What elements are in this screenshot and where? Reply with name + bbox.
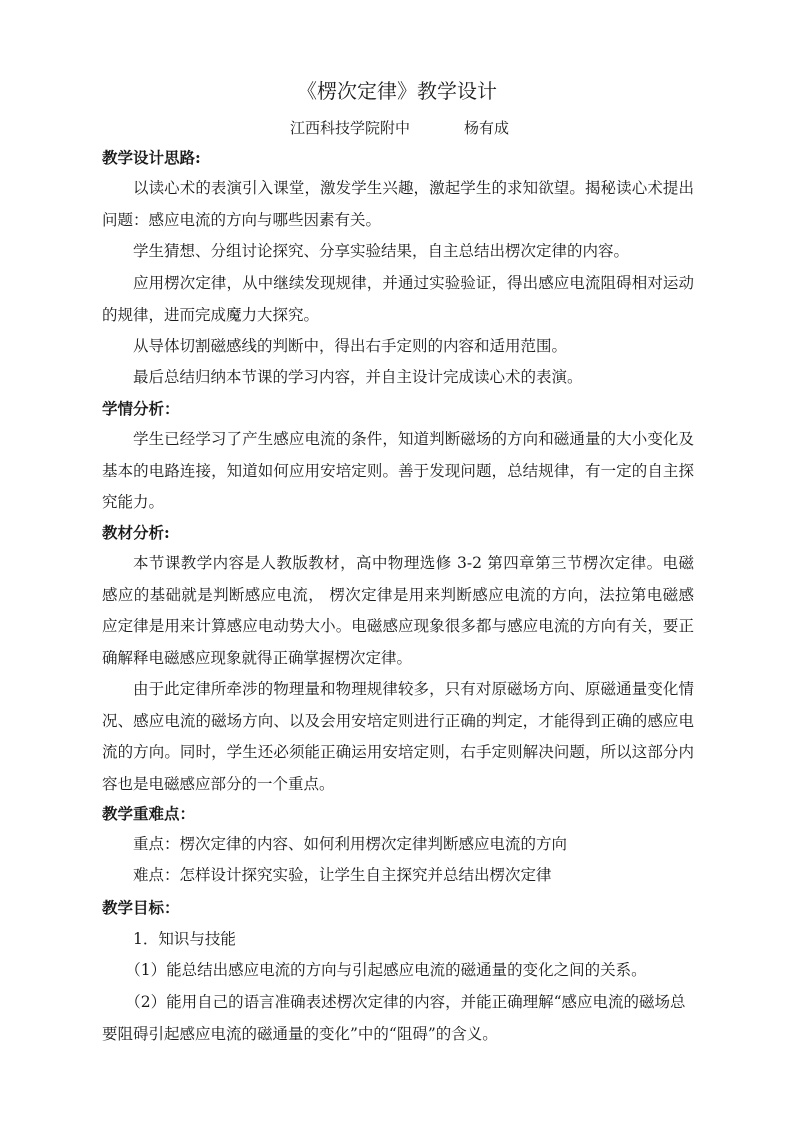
key-point-focus: 重点：楞次定律的内容、如何利用楞次定律判断感应电流的方向	[133, 835, 568, 853]
heading-objectives: 教学目标：	[102, 898, 180, 917]
document-title: 《楞次定律》教学设计	[297, 79, 497, 103]
paragraph: 学生猜想、分组讨论探究、分享实验结果，自主总结出楞次定律的内容。	[133, 242, 630, 260]
paragraph: 从导体切割磁感线的判断中，得出右手定则的内容和适用范围。	[133, 337, 568, 355]
paragraph: 以读心术的表演引入课堂，激发学生兴趣，激起学生的求知欲望。揭秘读心术提出问题：感应电流的方向与哪些因素有关。	[102, 179, 694, 229]
school-name: 江西科技学院附中	[290, 119, 411, 137]
objective-subitem: （2）能用自己的语言准确表述楞次定律的内容，并能正确理解“感应电流的磁场总要阻碍引起感应电流的磁通量的变化”中的“阻碍”的含义。	[102, 993, 686, 1043]
heading-design-thinking: 教学设计思路:	[102, 148, 201, 167]
heading-material-analysis: 教材分析:	[102, 523, 170, 542]
paragraph: 由于此定律所牵涉的物理量和物理规律较多，只有对原磁场方向、原磁通量变化情况、感应电流的磁场方向、以及会用安培定则进行正确的判定，才能得到正确的感应电流的方向。同时，学生还必须能正确运用安培定则，右手定则解决问题，所以这部分内容也是电磁感应部分的一个重点。	[102, 680, 694, 793]
objective-subitem: （1）能总结出感应电流的方向与引起感应电流的磁通量的变化之间的关系。	[125, 961, 647, 979]
paragraph: 应用楞次定律，从中继续发现规律，并通过实验验证，得出感应电流阻碍相对运动的规律，进而完成魔力大探究。	[102, 274, 694, 324]
author-name: 杨有成	[464, 119, 510, 137]
objective-item: 1．知识与技能	[133, 930, 236, 948]
paragraph: 本节课教学内容是人教版教材，高中物理选修 3-2 第四章第三节楞次定律。电磁感应的基础就是判断感应电流， 楞次定律是用来判断感应电流的方向，法拉第电磁感应定律是用来计算感应电动势大小。电磁感应现象很多都与感应电流的方向有关，要正确解释电磁感应现象就得正确掌握楞次定律。	[102, 554, 694, 667]
paragraph: 学生已经学习了产生感应电流的条件，知道判断磁场的方向和磁通量的大小变化及基本的电路连接，知道如何应用安培定则。善于发现问题，总结规律，有一定的自主探究能力。	[102, 430, 694, 511]
heading-learner-analysis: 学情分析：	[102, 399, 180, 418]
heading-key-points: 教学重难点：	[102, 804, 196, 823]
paragraph: 最后总结归纳本节课的学习内容，并自主设计完成读心术的表演。	[133, 368, 583, 386]
key-point-difficulty: 难点：怎样设计探究实验，让学生自主探究并总结出楞次定律	[133, 866, 552, 884]
author-line	[290, 116, 509, 140]
